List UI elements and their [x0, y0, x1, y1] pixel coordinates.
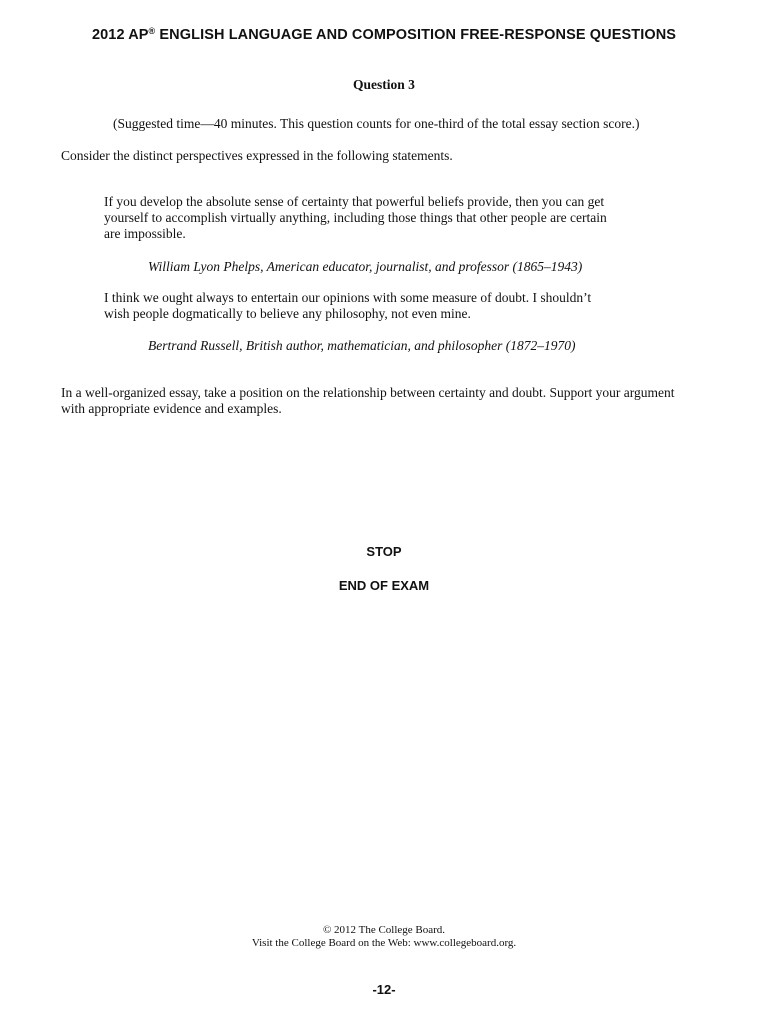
question-intro: Consider the distinct perspectives expressed in the following statements.: [61, 148, 453, 163]
question-instructions: (Suggested time—40 minutes. This question counts for one-third of the total essay section score.): [113, 116, 640, 131]
stop-label: STOP: [366, 544, 402, 559]
page-number: -12-: [372, 982, 396, 997]
question-title: Question 3: [353, 77, 415, 92]
copyright-line: © 2012 The College Board.: [322, 924, 446, 936]
website-line: Visit the College Board on the Web: www.collegeboard.org.: [251, 937, 517, 949]
header-title-suffix: ENGLISH LANGUAGE AND COMPOSITION FREE-RESPONSE QUESTIONS: [155, 27, 677, 43]
page-header: [0, 27, 768, 43]
header-title-prefix: 2012 AP: [91, 27, 149, 43]
essay-prompt: [61, 385, 711, 417]
end-of-exam-label: END OF EXAM: [338, 578, 430, 593]
registered-mark: ®: [148, 26, 156, 36]
prompt-line: with appropriate evidence and examples.: [61, 401, 282, 416]
quote-line: yourself to accomplish virtually anything, including those things that other people are certain: [104, 210, 607, 225]
quote-line: I think we ought always to entertain our opinions with some measure of doubt. I shouldn’t: [104, 290, 592, 305]
quote-russell: [104, 290, 644, 322]
quote-line: are impossible.: [104, 226, 186, 241]
quote-phelps: [104, 194, 644, 242]
quote-line: wish people dogmatically to believe any philosophy, not even mine.: [104, 306, 471, 321]
quote-attribution-russell: Bertrand Russell, British author, mathematician, and philosopher (1872–1970): [148, 338, 576, 353]
page-footer: [0, 924, 768, 950]
quote-attribution-phelps: William Lyon Phelps, American educator, journalist, and professor (1865–1943): [148, 259, 583, 274]
prompt-line: In a well-organized essay, take a position on the relationship between certainty and doubt. Support your argument: [61, 385, 675, 400]
quote-line: If you develop the absolute sense of certainty that powerful beliefs provide, then you can get: [104, 194, 605, 209]
